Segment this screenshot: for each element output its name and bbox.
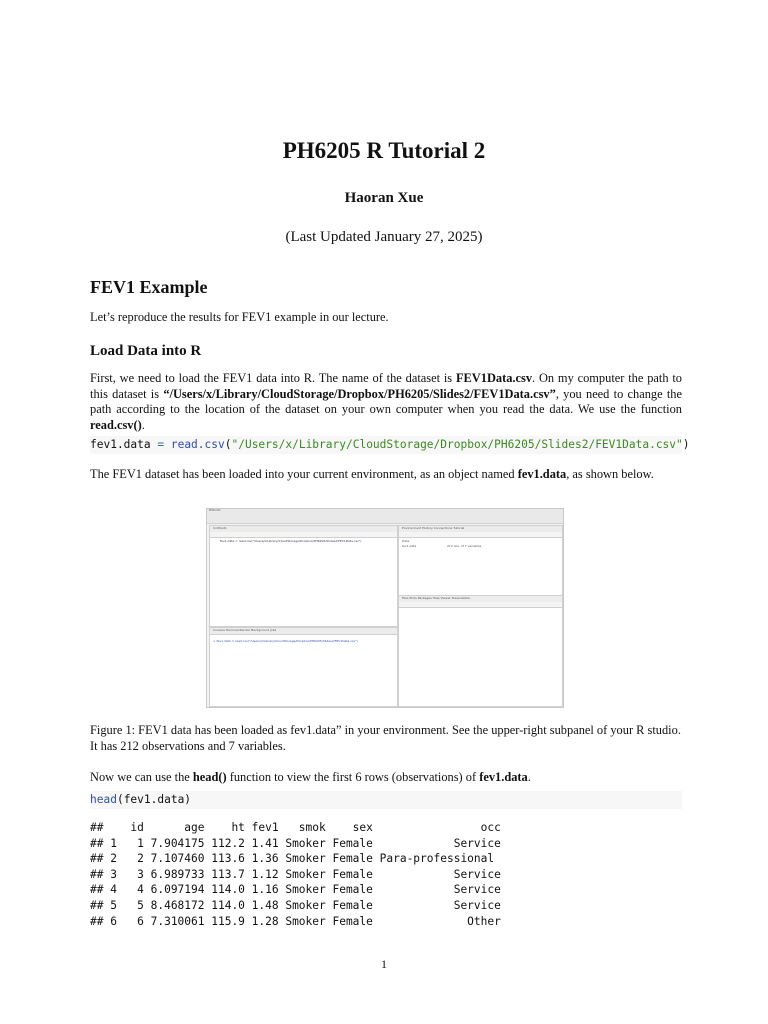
files-tabs: Files Plots Packages Help Viewer Presentation [402,596,471,600]
loaded-paragraph [90,467,682,483]
output-row: ## 2 2 7.107460 113.6 1.36 Smoker Female Para-professional [90,852,495,866]
function-name: head() [192,770,227,784]
output-row: ## 5 5 8.468172 114.0 1.48 Smoker Female Service [90,898,501,912]
object-name: fev1.data [517,467,567,481]
code-string: "/Users/x/Library/CloudStorage/Dropbox/PH6205/Slides2/FEV1Data.csv" [231,438,683,451]
load-data-paragraph [90,371,682,433]
output-row: ## 6 6 7.310061 115.9 1.28 Smoker Female Other [90,914,501,928]
code-function: head [90,793,117,806]
code-variable: fev1.data [90,438,151,451]
text-span: function to view the first 6 rows (observations) of [226,770,480,784]
output-row: ## 3 3 6.989733 113.7 1.12 Smoker Female Service [90,867,501,881]
section-intro: Let’s reproduce the results for FEV1 example in our lecture. [90,310,389,324]
figure-caption: Figure 1: FEV1 data has been loaded as fev1.data” in your environment. See the upper-right subpanel of your R studio. It has 212 observations and 7 variables. [90,723,681,753]
code-paren: ) [682,438,690,451]
window-title: RStudio [209,508,221,512]
head-paragraph [90,770,682,786]
document-title: PH6205 R Tutorial 2 [282,138,486,163]
environment-pane [398,525,563,597]
console-pane [209,627,398,707]
text-span: . On my computer the path to this dataset is [90,371,682,401]
files-toolbar [399,602,562,608]
console-line: > fev1.data = read.csv("/Users/x/Library/CloudStorage/Dropbox/PH6205/Slides2/FEV1Data.csv") [213,639,358,643]
r-output [90,820,501,929]
text-span: . [141,417,145,432]
text-span: , you need to change the path according to the location of the dataset on your own computer when you read the data. We use the function [90,386,682,416]
text-span: First, we need to load the FEV1 data into R. The name of the dataset is [90,371,456,385]
editor-tab: Untitled1 [213,526,227,530]
section-heading: FEV1 Example [90,277,208,297]
rstudio-screenshot [206,508,564,708]
text-span: . [527,770,531,784]
toolbar [207,517,563,524]
subsection-heading: Load Data into R [90,343,202,359]
console-tabs: Console Terminal Render Background Jobs [213,628,277,632]
files-pane [398,595,563,707]
code-block-head [90,791,682,809]
output-header: ## id age ht fev1 smok sex occ [90,821,501,834]
editor-code-line: fev1.data = read.csv("/Users/x/Library/CloudStorage/Dropbox/PH6205/Slides2/FEV1Data.csv") [220,539,362,543]
dataset-path: “/Users/x/Library/CloudStorage/Dropbox/PH6205/Slides2/FEV1Data.csv” [163,386,556,401]
code-paren: ( [224,438,232,451]
environment-toolbar [399,532,562,538]
document-date: (Last Updated January 27, 2025) [285,229,483,245]
code-block-read-csv [90,436,690,454]
editor-pane [209,525,398,627]
code-operator: = [150,438,171,451]
editor-toolbar [210,532,397,538]
environment-tabs: Environment History Connections Tutorial [402,526,465,530]
output-row: ## 4 4 6.097194 114.0 1.16 Smoker Female Service [90,883,501,897]
text-span: Now we can use the [90,770,193,784]
dataset-name: FEV1Data.csv [455,371,533,385]
document-author: Haoran Xue [344,190,424,206]
environment-object: fev1.data [402,544,417,548]
environment-object-desc: 212 obs. of 7 variables [447,544,482,548]
text-span: The FEV1 dataset has been loaded into your current environment, as an object named [90,467,518,481]
function-name: read.csv() [90,417,142,432]
output-row: ## 1 1 7.904175 112.2 1.41 Smoker Female Service [90,836,501,850]
environment-section: Data [402,539,410,543]
code-function: read.csv [170,438,225,451]
code-args: (fev1.data) [116,793,192,806]
object-name: fev1.data [479,770,528,784]
console-tabbar [210,628,397,635]
text-span: , as shown below. [566,467,654,481]
page-number: 1 [381,957,387,971]
